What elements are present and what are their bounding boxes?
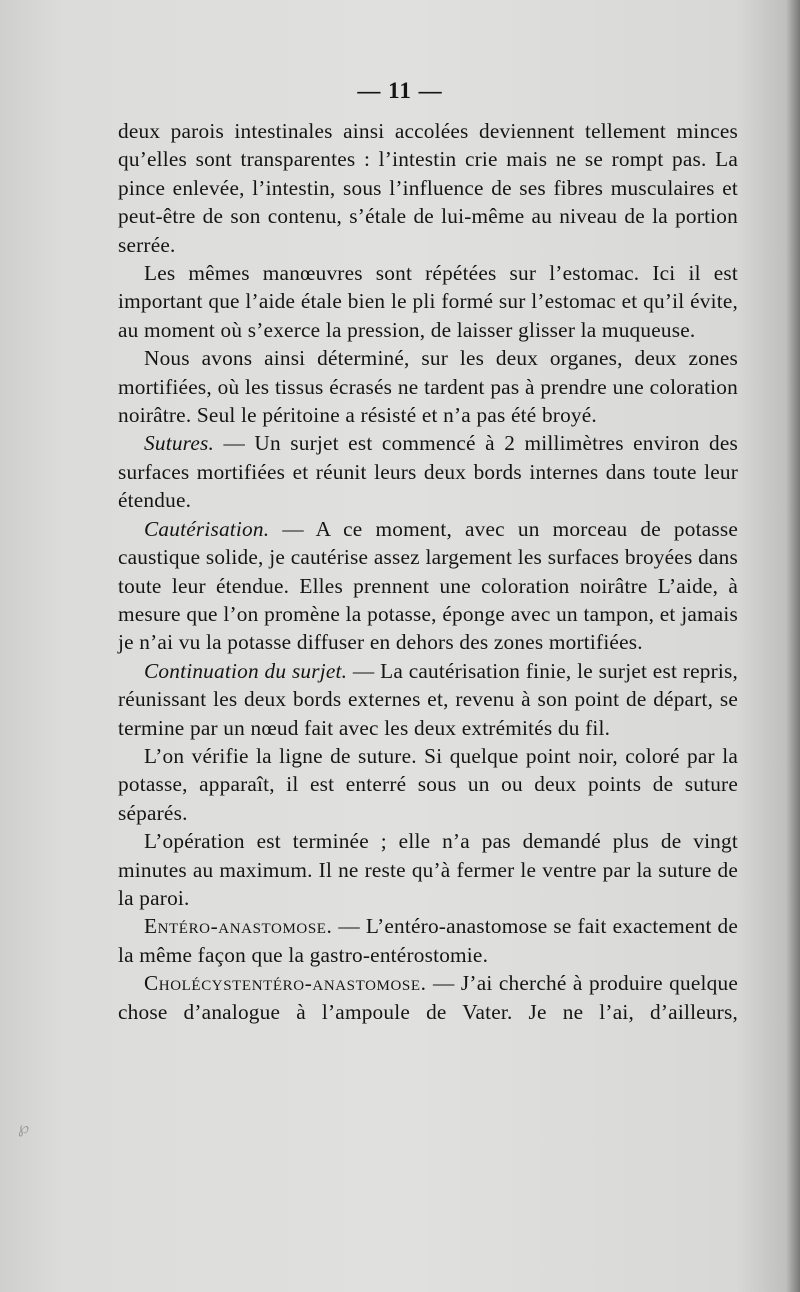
margin-pencil-mark: ℘	[18, 1118, 30, 1137]
paragraph-cholecyst: Cholécystentéro-anastomose. — J’ai cherché à produire quelque chose d’analogue à l’ampoule de Vater. Je ne l’ai, d’ailleurs,	[118, 971, 738, 1024]
paragraph-1: deux parois intestinales ainsi accolées deviennent tellement minces qu’elles sont transparentes : l’intestin crie mais ne se rompt pas. La pince enlevée, l’intestin, sous l’influence de ses fibres musculaires et peut-être de son contenu, s’étale de lui-même au niveau de la portion serrée.	[118, 119, 738, 257]
paragraph-7: L’on vérifie la ligne de suture. Si quelque point noir, coloré par la potasse, apparaît, il est enterré sous un ou deux points de suture séparés.	[118, 743, 738, 825]
page-edge-shadow	[786, 0, 800, 1292]
section-heading-cholecystentero: Cholécystentéro-anastomose.	[144, 971, 427, 996]
paragraph-8: L’opération est terminée ; elle n’a pas demandé plus de vingt minutes au maximum. Il ne reste qu’à fermer le ventre par la suture de la paroi.	[118, 829, 738, 910]
paragraph-2: Les mêmes manœuvres sont répétées sur l’estomac. Ici il est important que l’aide étale bien le pli formé sur l’estomac et qu’il évite, au moment où s’exerce la pression, de laisser glisser la muqueuse.	[118, 261, 738, 342]
paragraph-cauterisation: Cautérisation. — A ce moment, avec un morceau de potasse caustique solide, je cautérise assez largement les surfaces broyées dans toute leur étendue. Elles prennent une coloration noirâtre L’aide, à mesure que l’on promène la potasse, éponge avec un tampon, et jamais je n’ai vu la potasse diffuser en dehors des zones mortifiées.	[118, 516, 738, 655]
paragraph-sutures: Sutures. — Un surjet est commencé à 2 millimètres environ des surfaces mortifiées et réunit leurs deux bords internes dans toute leur étendue.	[118, 431, 738, 513]
paragraph-3: Nous avons ainsi déterminé, sur les deux organes, deux zones mortifiées, où les tissus écrasés ne tardent pas à prendre une coloration noirâtre. Seul le péritoine a résisté et n’a pas été broyé.	[118, 346, 738, 428]
section-heading-entero-anastomose: Entéro-anastomose.	[144, 914, 333, 939]
paragraph-continuation: Continuation du surjet. — La cautérisation finie, le surjet est repris, réunissant les deux bords externes et, revenu à son point de départ, se termine par un nœud fait avec les deux extrémités du fil.	[118, 658, 739, 740]
section-heading-continuation: Continuation du surjet.	[144, 658, 348, 683]
paragraph-entero: Entéro-anastomose. — L’entéro-anastomose se fait exactement de la même façon que la gastro-entérostomie.	[118, 914, 738, 967]
page-number: — 11 —	[357, 78, 443, 103]
body-text	[118, 117, 738, 1026]
section-heading-sutures: Sutures.	[144, 431, 215, 456]
section-heading-cauterisation: Cautérisation.	[144, 516, 270, 541]
